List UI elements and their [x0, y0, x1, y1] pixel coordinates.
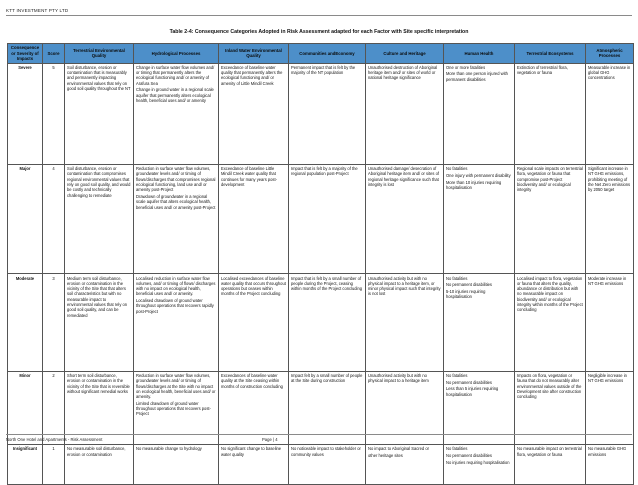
- cell-paragraph: Change in ground water in a regional scale aquifer that permanently alters ecological health, beneficial uses and/ or amenity: [136, 87, 214, 103]
- cell-paragraph: Localised impact to flora, vegetation or fauna that alters the quality, abundance or distribution but with no measurable impact on biodiversity and/ or ecological integrity within months of the Project concluding: [517, 275, 583, 313]
- cell-paragraph: Less than 5 injuries requiring hospitalisation: [446, 386, 499, 397]
- footer-divider: [6, 434, 632, 435]
- cell-paragraph: One injury with permanent disability: [446, 172, 511, 178]
- cell-paragraph: Localised drawdown of ground water throughout operations that recovers rapidly post-Project: [136, 298, 214, 314]
- cell-paragraph: Exceedances of baseline water quality at the Site ceasing within months of construction concluding: [221, 372, 283, 389]
- severity-level: Minor: [8, 371, 43, 444]
- cell-paragraph: Localised exceedances of baseline water quality that occurs throughout operations but ceases within months of the Project concluding: [221, 275, 286, 297]
- column-header: Hydrological Processes: [134, 44, 219, 64]
- cell-paragraph: No noticeable impact to stakeholder or community values: [291, 446, 361, 457]
- cell-paragraph: Medium term soil disturbance, erosion or contamination in the vicinity of the Site that that alters soil characteristics but with no measurable impact to environmental values that rely on good soil quality, and can be remediated: [67, 275, 128, 318]
- severity-level: Moderate: [8, 274, 43, 371]
- cell-paragraph: No fatalities: [446, 275, 468, 281]
- cell-paragraph: Permanent impact that is felt by the majority of the NT population: [291, 64, 356, 76]
- table-cell: [289, 63, 366, 164]
- table-cell: [586, 164, 634, 273]
- cell-paragraph: More than 10 injuries requiring hospitalisation: [446, 179, 502, 190]
- column-header: Communities andEconomy: [289, 44, 366, 64]
- cell-paragraph: No fatalities: [446, 166, 468, 172]
- cell-paragraph: No measurable impact on terrestrial flora, vegetation or fauna: [517, 446, 582, 457]
- cell-paragraph: No fatalities: [446, 446, 468, 452]
- cell-paragraph: Moderate increase in NT GHG emissions: [588, 275, 627, 286]
- cell-paragraph: Measurable increase in global GHG concentrations: [588, 64, 631, 81]
- cell-paragraph: No permanent disabilities: [446, 452, 492, 458]
- table-cell: [515, 164, 586, 273]
- table-cell: [289, 164, 366, 273]
- severity-score: 2: [43, 371, 65, 444]
- table-cell: [366, 63, 444, 164]
- severity-level: Major: [8, 164, 43, 273]
- severity-level: Severe: [8, 63, 43, 164]
- cell-paragraph: Impact that is felt by a small number of people during the Project, ceasing within months of the Project concluding: [291, 275, 362, 292]
- cell-paragraph: Unauthorised damage/ desecration of Aboriginal heritage item and/ or sites of regional heritage significance such that integrity is lost: [368, 166, 439, 188]
- table-cell: [219, 274, 289, 371]
- table-cell: [219, 63, 289, 164]
- table-title: Table 2-4: Consequence Categories Adopted in Risk Assessment adapted for each Factor with Site specific interpretation: [169, 29, 469, 35]
- table-cell: [586, 63, 634, 164]
- cell-paragraph: No fatalities: [446, 372, 468, 378]
- cell-paragraph: No measurable GHG emissions: [588, 446, 627, 457]
- table-cell: [586, 274, 634, 371]
- header-divider: [6, 15, 632, 16]
- severity-level: Insignificant: [8, 445, 43, 485]
- cell-paragraph: Exceedance of baseline Little Mindil Creek water quality that continues for many years post-development: [221, 166, 277, 188]
- table-header-row: [8, 44, 634, 64]
- table-cell: [134, 164, 219, 273]
- cell-paragraph: 5-10 injuries requiring hospitalisation: [446, 288, 486, 300]
- cell-paragraph: Impact that is felt by a majority of the regional population post-Project: [291, 166, 358, 177]
- cell-paragraph: Significant increase in NT GHG emissions, prohibiting meeting of the Net Zero emissions by 2050 target: [588, 166, 631, 193]
- severity-score: 5: [43, 63, 65, 164]
- cell-paragraph: No permanent disabilities: [446, 282, 492, 288]
- cell-paragraph: Unauthorised activity but with no physical impact to a heritage item, or minor physical impact such that integrity is not lost: [368, 275, 441, 297]
- table-cell: [134, 274, 219, 371]
- consequence-table: [7, 43, 634, 485]
- cell-paragraph: Extinction of terrestrial flora, vegetation or fauna: [517, 64, 568, 76]
- column-header: Culture and Heritage: [366, 44, 444, 64]
- cell-paragraph: Impact felt by a small number of people at the Site during construction: [291, 372, 363, 384]
- column-header: Score: [43, 44, 65, 64]
- column-header: Terrestrial Environmental Quality: [65, 44, 134, 64]
- cell-paragraph: Change in surface water flow volumes and/ or timing that permanently alters the ecological functioning and/ or amenity of Arafura Sea: [136, 64, 215, 86]
- cell-paragraph: No impact to Aboriginal Sacred or: [368, 446, 429, 452]
- cell-paragraph: Regional scale impacts on terrestrial flora, vegetation or fauna that compromise post-Project biodiversity and/ or ecological integrity: [517, 166, 583, 193]
- cell-paragraph: other heritage sites: [368, 452, 403, 458]
- cell-paragraph: No significant change to baseline water quality: [221, 446, 282, 457]
- cell-paragraph: No measurable change to hydrology: [136, 446, 202, 452]
- cell-paragraph: Unauthorised activity but with no physical impact to a heritage item: [368, 372, 429, 384]
- cell-paragraph: Negligible increase in NT GHG emissions: [588, 372, 627, 384]
- table-row: [8, 63, 634, 164]
- cell-paragraph: Localised reduction in surface water flow volumes, and/ or timing of flows/ discharges with no impact on ecological health, beneficial uses and/ or amenity.: [136, 275, 216, 297]
- table-cell: [219, 164, 289, 273]
- cell-paragraph: No measurable soil disturbance, erosion or contamination: [67, 446, 126, 457]
- cell-paragraph: Drawdown of groundwater in a regional scale aquifer that alters ecological health, beneficial uses and/ or amenity post-Project: [136, 194, 216, 210]
- table-cell: [65, 274, 134, 371]
- cell-paragraph: Reduction in surface water flow volumes, groundwater levels and/ or timing of flows/discharges that compromises regional ecological functioning, land use and/ or amenity post-Project: [136, 166, 216, 193]
- footer-page-number: Page | 4: [262, 437, 278, 442]
- cell-paragraph: Short term soil disturbance, erosion or contamination in the vicinity of the Site that is reversible without significant remedial works: [67, 372, 130, 394]
- cell-paragraph: No injuries requiring hospitalisation: [446, 459, 510, 465]
- cell-paragraph: One or more fatalities: [446, 64, 486, 70]
- cell-paragraph: Soil disturbance, erosion or contamination that compromises regional environmental values that rely on good soil quality, and would be costly and technically challenging to remediate: [67, 166, 131, 198]
- table-cell: [444, 164, 515, 273]
- table-cell: [444, 63, 515, 164]
- table-cell: [366, 274, 444, 371]
- table-cell: [515, 274, 586, 371]
- table-cell: [65, 164, 134, 273]
- column-header: Terrestrial Ecosystems: [515, 44, 586, 64]
- table-cell: [134, 63, 219, 164]
- cell-paragraph: No permanent disabilities: [446, 379, 492, 385]
- table-cell: [366, 164, 444, 273]
- cell-paragraph: Impacts on flora, vegetation or fauna that do not measurably alter environmental values outside of the Development site after construction concluding: [517, 372, 582, 400]
- cell-paragraph: Soil disturbance, erosion or contamination that is measurably and permanently impacting environmental values that rely on good soil quality throughout the NT: [67, 64, 131, 91]
- severity-score: 1: [43, 445, 65, 485]
- table-row: [8, 164, 634, 273]
- column-header: Atmospheric Processes: [586, 44, 634, 64]
- column-header: Inland Water Environmental Quality: [219, 44, 289, 64]
- column-header: Consequence or Severity of Impacts: [8, 44, 43, 64]
- cell-paragraph: Exceedance of baseline water quality that permanently alters the ecological functioning and/ or amenity of Little Mindil Creek: [221, 64, 283, 86]
- cell-paragraph: Unauthorised destruction of Aboriginal heritage item and/ or sites of world or national heritage significance: [368, 64, 438, 81]
- footer-document-name: North One Hotel and Apartments - Risk Assessment: [6, 437, 103, 442]
- cell-paragraph: Reduction in surface water flow volumes, groundwater levels and/ or timing of flows/discharges at the Site with no impact on ecological health, beneficial uses and/ or amenity.: [136, 372, 216, 400]
- table-cell: [515, 63, 586, 164]
- severity-score: 3: [43, 274, 65, 371]
- cell-paragraph: Limited drawdown of ground water throughout operations that recovers post-Project: [136, 400, 211, 417]
- column-header: Human Health: [444, 44, 515, 64]
- table-cell: [65, 63, 134, 164]
- table-row: [8, 274, 634, 371]
- table-cell: [444, 274, 515, 371]
- table-cell: [289, 274, 366, 371]
- severity-score: 4: [43, 164, 65, 273]
- page-header-company: KTT INVESTMENT PTY LTD: [6, 8, 69, 13]
- cell-paragraph: More than one person injured with permanent disabilities: [446, 71, 508, 82]
